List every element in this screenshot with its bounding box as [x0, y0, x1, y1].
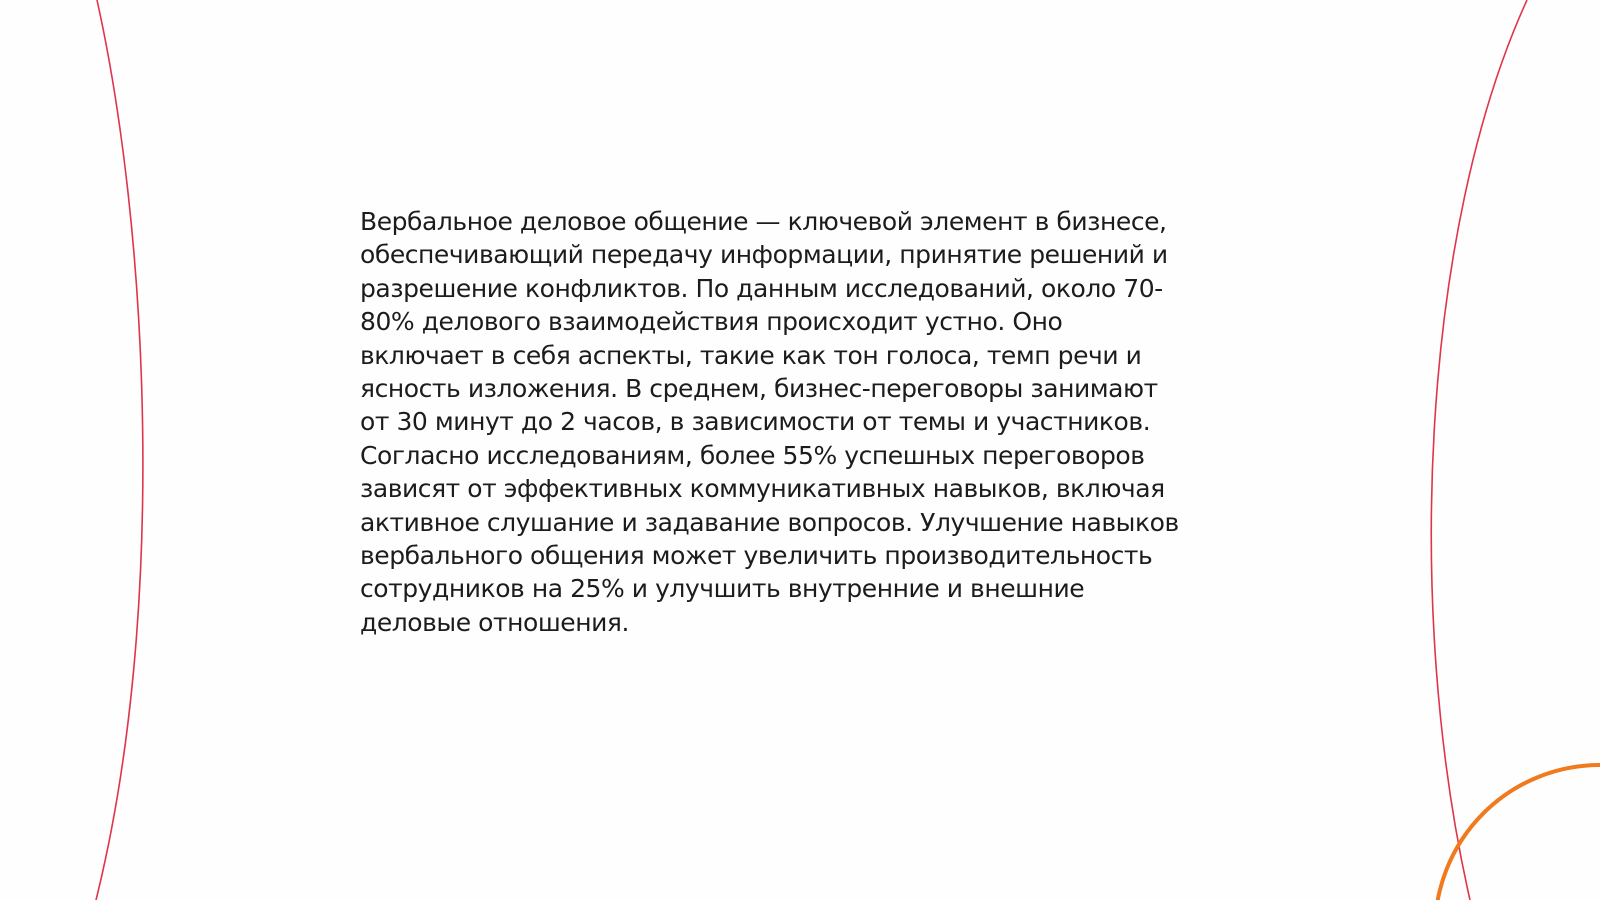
paragraph-line: деловые отношения.	[360, 607, 629, 637]
slide-body-paragraph	[360, 205, 1260, 639]
paragraph-line: вербального общения может увеличить производительность	[360, 541, 1153, 571]
right-curve-line	[1431, 0, 1527, 900]
paragraph-line: 80% делового взаимодействия происходит устно. Оно	[360, 307, 1063, 337]
paragraph-line: разрешение конфликтов. По данным исследований, около 70-	[360, 273, 1163, 303]
left-curve-line	[96, 0, 143, 900]
paragraph-line: сотрудников на 25% и улучшить внутренние и внешние	[360, 574, 1085, 604]
paragraph-line: активное слушание и задавание вопросов. Улучшение навыков	[360, 507, 1179, 537]
paragraph-line: Вербальное деловое общение — ключевой элемент в бизнесе,	[360, 207, 1167, 236]
corner-arc	[1435, 765, 1600, 900]
paragraph-line: Согласно исследованиям, более 55% успешных переговоров	[360, 440, 1145, 470]
paragraph-line: обеспечивающий передачу информации, принятие решений и	[360, 240, 1168, 270]
paragraph-line: зависят от эффективных коммуникативных навыков, включая	[360, 474, 1165, 504]
paragraph-line: от 30 минут до 2 часов, в зависимости от темы и участников.	[360, 407, 1151, 437]
paragraph-line: включает в себя аспекты, такие как тон голоса, темп речи и	[360, 340, 1142, 370]
paragraph-line: ясность изложения. В среднем, бизнес-переговоры занимают	[360, 374, 1158, 404]
